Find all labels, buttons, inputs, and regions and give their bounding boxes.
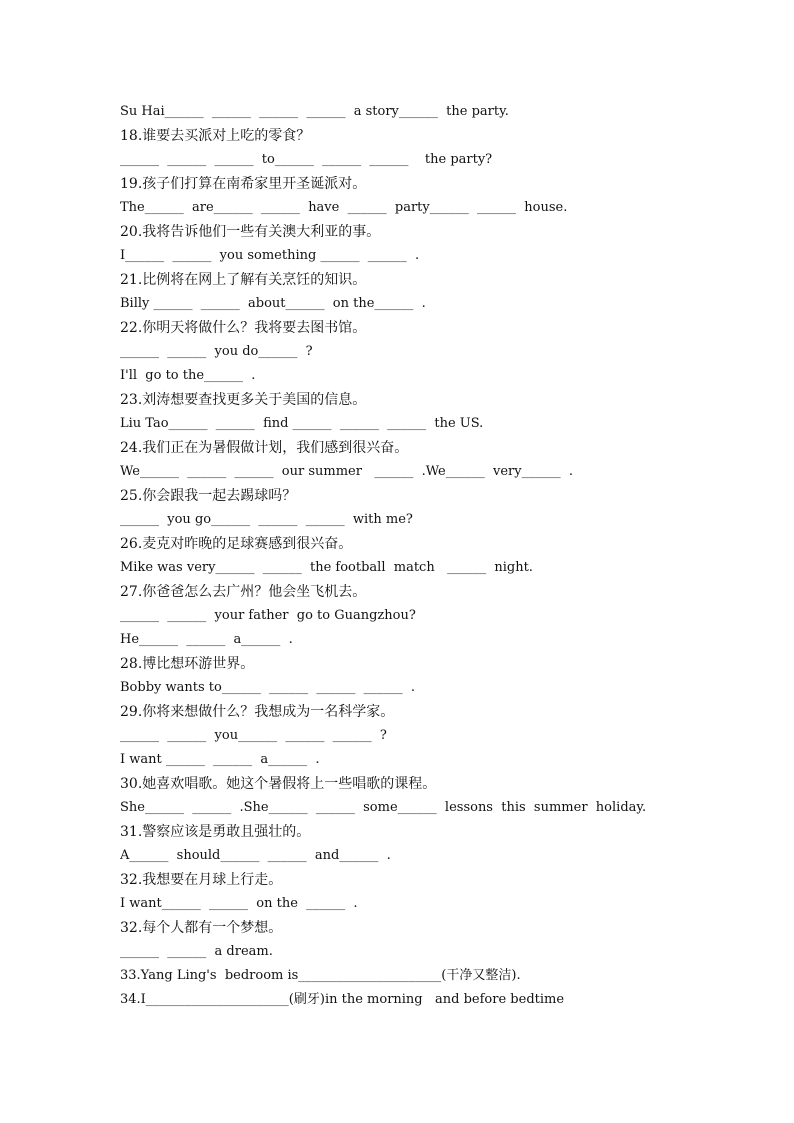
question-prompt: 27.你爸爸怎么去广州？他会坐飞机去。 [120, 584, 367, 600]
answer-line: She______ ______ .She______ ______ some______ lessons this summer holiday. [120, 800, 647, 815]
answer-line: ______ you go______ ______ ______ with me? [120, 512, 413, 527]
answer-line: I want ______ ______ a______ . [120, 752, 320, 767]
answer-line: ______ ______ your father go to Guangzhou? [120, 608, 416, 623]
answer-line: The______ are______ ______ have ______ party______ ______ house. [120, 200, 568, 215]
answer-line: He______ ______ a______ . [120, 632, 293, 647]
answer-line: 33.Yang Ling's bedroom is______________________(干净又整洁). [120, 968, 521, 983]
answer-line: Mike was very______ ______ the football match ______ night. [120, 560, 533, 575]
answer-line: A______ should______ ______ and______ . [120, 848, 391, 863]
answer-line: Bobby wants to______ ______ ______ ______ . [120, 680, 416, 695]
answer-line: ______ ______ you______ ______ ______ ? [120, 728, 387, 743]
question-prompt: 32.我想要在月球上行走。 [120, 872, 283, 888]
question-prompt: 18.谁要去买派对上吃的零食？ [120, 128, 311, 144]
question-prompt: 26.麦克对昨晚的足球赛感到很兴奋。 [120, 536, 353, 552]
question-prompt: 32.每个人都有一个梦想。 [120, 920, 283, 936]
question-prompt: 28.博比想环游世界。 [120, 656, 255, 672]
answer-line: I'll go to the______ . [120, 368, 256, 383]
question-prompt: 21.比例将在网上了解有关烹饪的知识。 [120, 272, 367, 288]
exercise-lines [120, 100, 740, 1012]
answer-line: 34.I______________________(刷牙)in the morning and before bedtime [120, 992, 565, 1007]
question-prompt: 19.孩子们打算在南希家里开圣诞派对。 [120, 176, 367, 192]
answer-line: ______ ______ ______ to______ ______ ______ the party? [120, 152, 493, 167]
question-prompt: 22.你明天将做什么？我将要去图书馆。 [120, 320, 367, 336]
question-prompt: 23.刘涛想要查找更多关于美国的信息。 [120, 392, 367, 408]
answer-line: Liu Tao______ ______ find ______ ______ ______ the US. [120, 416, 484, 431]
answer-line: ______ ______ a dream. [120, 944, 273, 959]
answer-line: Billy ______ ______ about______ on the______ . [120, 296, 426, 311]
answer-line: We______ ______ ______ our summer ______ .We______ very______ . [120, 464, 573, 479]
question-prompt: 24.我们正在为暑假做计划，我们感到很兴奋。 [120, 440, 409, 456]
answer-line: ______ ______ you do______ ? [120, 344, 313, 359]
question-prompt: 31.警察应该是勇敢且强壮的。 [120, 824, 311, 840]
question-prompt: 25.你会跟我一起去踢球吗？ [120, 488, 297, 504]
answer-line: I______ ______ you something ______ ______ . [120, 248, 420, 263]
answer-line: I want______ ______ on the ______ . [120, 896, 358, 911]
question-prompt: 30.她喜欢唱歌。她这个暑假将上一些唱歌的课程。 [120, 776, 437, 792]
question-prompt: 29.你将来想做什么？我想成为一名科学家。 [120, 704, 395, 720]
answer-line: Su Hai______ ______ ______ ______ a story______ the party. [120, 104, 509, 119]
question-prompt: 20.我将告诉他们一些有关澳大利亚的事。 [120, 224, 381, 240]
